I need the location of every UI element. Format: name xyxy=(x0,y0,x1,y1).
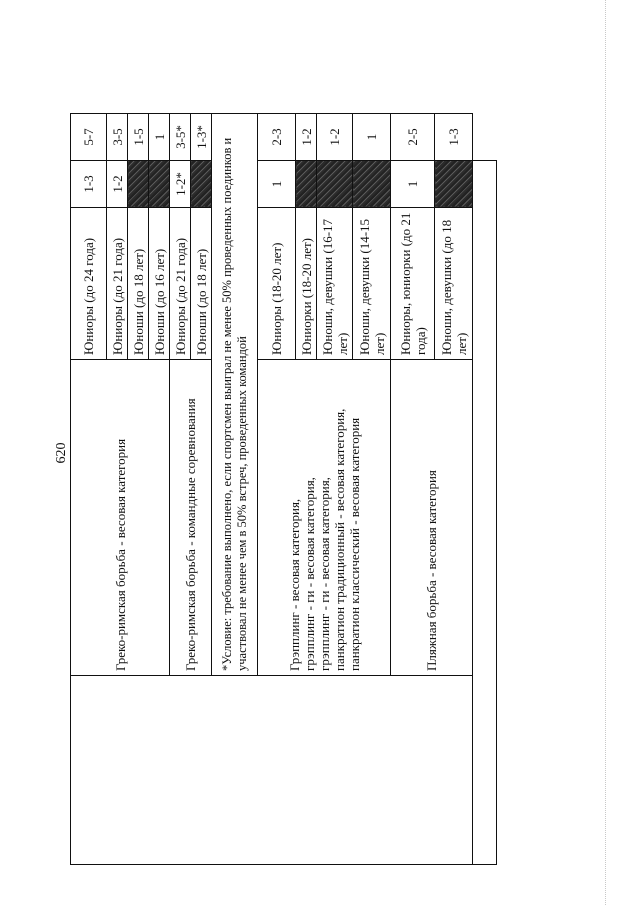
discipline-line: панкратион традиционный - весовая категория, xyxy=(331,408,347,671)
age-cell: Юноши, девушки (до 18 лет) xyxy=(435,208,473,360)
place-cell: 1 xyxy=(258,161,296,208)
age-cell: Юниоры (до 21 года) xyxy=(170,208,191,360)
count-cell: 1-3* xyxy=(191,114,212,161)
count-cell: 3-5* xyxy=(170,114,191,161)
place-cell: 1 xyxy=(391,161,435,208)
table-row xyxy=(71,36,107,865)
sports-ranks-table xyxy=(70,35,497,865)
place-cell: 1-3 xyxy=(71,161,107,208)
age-cell: Юниоры, юниорки (до 21 года) xyxy=(391,208,435,360)
discipline-line: грэпплинг - ги - весовая категория, xyxy=(316,477,332,671)
discipline-line: грэпплинг - ги - весовая категория, xyxy=(301,477,317,671)
count-cell: 1-3 xyxy=(435,114,473,161)
age-cell: Юниоры (до 24 года) xyxy=(71,208,107,360)
shaded-cell xyxy=(296,161,317,208)
discipline-line: панкратион классический - весовая категория xyxy=(346,417,362,671)
count-cell: 3-5 xyxy=(107,114,128,161)
rotated-table-container xyxy=(70,36,497,865)
age-cell: Юноши (до 18 лет) xyxy=(128,208,149,360)
discipline-line: Грэпплинг - весовая категория, xyxy=(286,498,302,671)
shaded-cell xyxy=(435,161,473,208)
age-cell: Юниоры (18-20 лет) xyxy=(258,208,296,360)
count-cell: 2-3 xyxy=(258,114,296,161)
count-cell: 2-5 xyxy=(391,114,435,161)
footnote-cell: *Условие: требование выполнено, если спортсмен выиграл не менее 50% проведенных поединков и участвовал не менее чем в 50% встреч, проведенных командой xyxy=(212,114,258,676)
discipline-cell: Греко-римская борьба - весовая категория xyxy=(71,360,170,676)
age-cell: Юноши (до 18 лет) xyxy=(191,208,212,360)
count-cell: 1-2 xyxy=(296,114,317,161)
age-cell: Юниоры (до 21 года) xyxy=(107,208,128,360)
page-number: 620 xyxy=(54,442,69,464)
shaded-cell xyxy=(353,161,391,208)
shaded-cell xyxy=(191,161,212,208)
count-cell: 1-5 xyxy=(128,114,149,161)
age-cell: Юноши (до 16 лет) xyxy=(149,208,170,360)
count-cell: 1 xyxy=(149,114,170,161)
discipline-cell: Пляжная борьба - весовая категория xyxy=(391,360,473,676)
count-cell: 5-7 xyxy=(71,114,107,161)
empty-band xyxy=(473,161,497,865)
age-cell: Юниорки (18-20 лет) xyxy=(296,208,317,360)
age-cell: Юноши, девушки (16-17 лет) xyxy=(317,208,353,360)
table-row xyxy=(473,36,497,865)
place-cell: 1-2* xyxy=(170,161,191,208)
rotated-table-inner xyxy=(70,36,497,865)
place-cell: 1-2 xyxy=(107,161,128,208)
discipline-cell xyxy=(258,360,391,676)
shaded-cell xyxy=(317,161,353,208)
page-edge-dotted-line xyxy=(605,0,606,905)
discipline-cell: Греко-римская борьба - командные соревнования xyxy=(170,360,212,676)
shaded-cell xyxy=(149,161,170,208)
empty-column xyxy=(71,676,473,865)
count-cell: 1-2 xyxy=(317,114,353,161)
age-cell: Юноши, девушки (14-15 лет) xyxy=(353,208,391,360)
count-cell: 1 xyxy=(353,114,391,161)
shaded-cell xyxy=(128,161,149,208)
